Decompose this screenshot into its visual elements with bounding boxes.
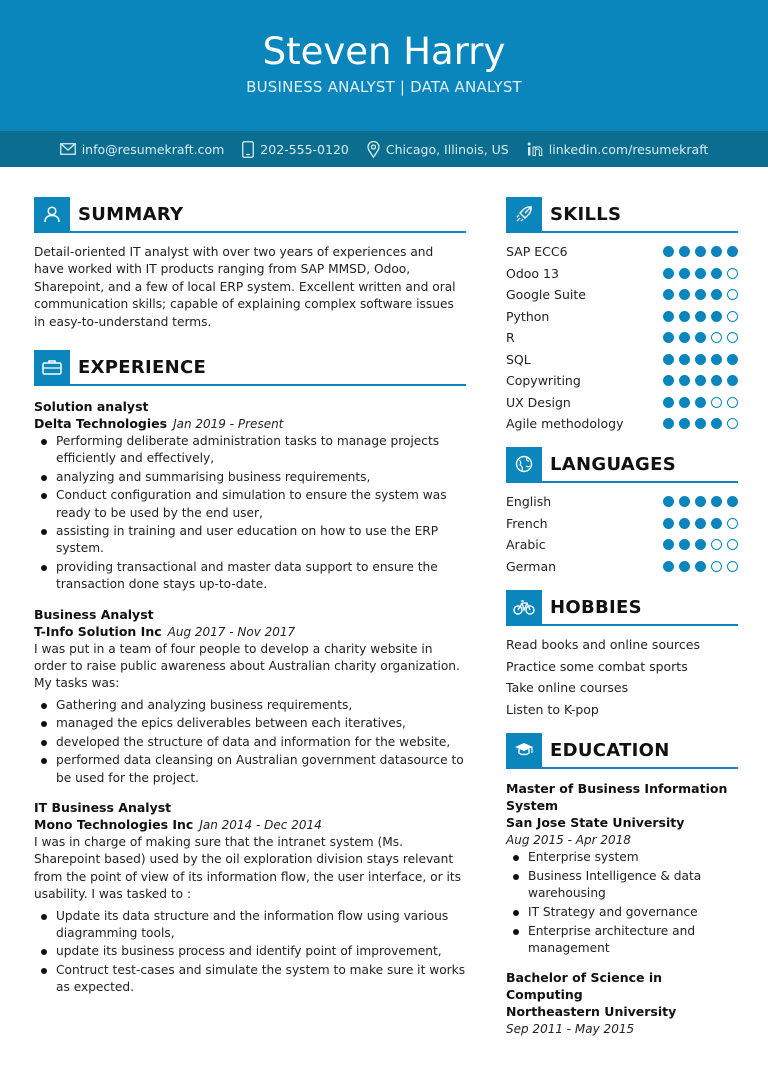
rating-label: Copywriting bbox=[506, 373, 581, 389]
summary-text: Detail-oriented IT analyst with over two years of experiences and have worked with IT products ranging from SAP MMSD, Odoo, Sharepoint, and a few of local ERP system. Excellent written and oral communication skills; capable of explaining complex software issues in easy-to-understand terms. bbox=[34, 245, 456, 329]
job-bullets bbox=[34, 908, 466, 997]
rating-dot-filled bbox=[711, 496, 722, 507]
contact-bar bbox=[0, 131, 768, 167]
rating-dot-filled bbox=[695, 268, 706, 279]
rating-dot-filled bbox=[695, 397, 706, 408]
education-bullets bbox=[506, 849, 738, 957]
rating-row bbox=[506, 370, 738, 392]
job-role: Business Analyst bbox=[34, 606, 154, 622]
list-item: assisting in training and user education on how to use the ERP system. bbox=[34, 523, 466, 558]
list-item: analyzing and summarising business requirements, bbox=[34, 469, 466, 486]
list-item: update its business process and identify point of improvement, bbox=[34, 943, 466, 960]
list-item: Business Intelligence & data warehousing bbox=[506, 868, 738, 902]
rating-label: Odoo 13 bbox=[506, 265, 559, 281]
location-icon bbox=[367, 141, 380, 158]
experience-title: EXPERIENCE bbox=[78, 356, 207, 378]
rating-dot-filled bbox=[711, 246, 722, 257]
job-bullets bbox=[34, 433, 466, 594]
education-degree: Bachelor of Science in Computing bbox=[506, 970, 663, 1002]
rating-dots bbox=[663, 246, 738, 257]
job-company: Mono Technologies Inc bbox=[34, 816, 194, 832]
rating-dot-filled bbox=[695, 354, 706, 365]
rating-dot-filled bbox=[711, 354, 722, 365]
job-company: T-Info Solution Inc bbox=[34, 623, 162, 639]
list-item: Update its data structure and the information flow using various diagramming tools, bbox=[34, 908, 466, 943]
rating-dot-filled bbox=[695, 332, 706, 343]
rating-dot-empty bbox=[711, 397, 722, 408]
rating-dots bbox=[663, 289, 738, 300]
rating-row bbox=[506, 413, 738, 435]
job-role: Solution analyst bbox=[34, 399, 149, 414]
rating-label: French bbox=[506, 515, 548, 531]
rating-dot-empty bbox=[727, 418, 738, 429]
rating-dots bbox=[663, 418, 738, 429]
job-role: IT Business Analyst bbox=[34, 799, 172, 815]
rating-dot-filled bbox=[727, 375, 738, 386]
skills-list bbox=[506, 241, 738, 435]
briefcase-icon bbox=[34, 350, 70, 384]
hobby-item: Take online courses bbox=[506, 680, 629, 695]
job-bullets bbox=[34, 697, 466, 787]
rating-label: Agile methodology bbox=[506, 416, 624, 432]
rating-label: German bbox=[506, 558, 557, 574]
rating-dot-filled bbox=[663, 397, 674, 408]
languages-title: LANGUAGES bbox=[550, 453, 676, 475]
list-item: providing transactional and master data support to ensure the transaction done stays up-to-date. bbox=[34, 559, 466, 594]
rating-dot-filled bbox=[663, 246, 674, 257]
rating-dot-filled bbox=[711, 268, 722, 279]
education-degree: Master of Business Information System bbox=[506, 781, 728, 813]
rating-dot-filled bbox=[663, 418, 674, 429]
rating-dot-filled bbox=[663, 332, 674, 343]
rating-dots bbox=[663, 311, 738, 322]
rating-dot-filled bbox=[679, 332, 690, 343]
list-item: Conduct configuration and simulation to ensure the system was ready to be used by the end user, bbox=[34, 487, 466, 522]
person-icon bbox=[34, 197, 70, 231]
summary-section-header bbox=[34, 197, 466, 233]
contact-email[interactable] bbox=[60, 142, 225, 157]
rating-dot-empty bbox=[711, 539, 722, 550]
education-list bbox=[506, 780, 738, 1038]
job-company: Delta Technologies bbox=[34, 416, 168, 431]
email-icon bbox=[60, 143, 76, 155]
hobbies-title: HOBBIES bbox=[550, 596, 642, 618]
bicycle-icon bbox=[506, 590, 542, 624]
rating-row bbox=[506, 327, 738, 349]
rating-row bbox=[506, 263, 738, 285]
list-item: performed data cleansing on Australian government datasource to be used for the project. bbox=[34, 752, 466, 787]
hobby-item: Read books and online sources bbox=[506, 637, 700, 652]
list-item: Enterprise architecture and management bbox=[506, 923, 738, 957]
rating-row bbox=[506, 349, 738, 371]
rating-dot-filled bbox=[663, 354, 674, 365]
rating-dot-filled bbox=[679, 397, 690, 408]
rating-dot-filled bbox=[727, 354, 738, 365]
rating-dot-filled bbox=[695, 418, 706, 429]
rating-row bbox=[506, 534, 738, 556]
job-dates: Aug 2017 - Nov 2017 bbox=[167, 624, 296, 639]
rating-dot-filled bbox=[711, 375, 722, 386]
list-item: managed the epics deliverables between each iteratives, bbox=[34, 715, 466, 732]
rating-dot-filled bbox=[663, 311, 674, 322]
rating-dot-empty bbox=[727, 539, 738, 550]
rating-row bbox=[506, 556, 738, 578]
rating-dot-filled bbox=[663, 289, 674, 300]
rating-dot-filled bbox=[679, 518, 690, 529]
rating-label: R bbox=[506, 330, 515, 346]
contact-location bbox=[367, 141, 509, 158]
rating-label: English bbox=[506, 494, 552, 510]
education-entry bbox=[506, 780, 738, 957]
rating-label: Arabic bbox=[506, 537, 546, 553]
list-item: developed the structure of data and information for the website, bbox=[34, 734, 466, 751]
list-item: Gathering and analyzing business requirements, bbox=[34, 697, 466, 714]
job-company-line bbox=[34, 816, 466, 834]
education-dates: Aug 2015 - Apr 2018 bbox=[506, 833, 631, 847]
rating-label: Python bbox=[506, 308, 550, 324]
rating-dot-filled bbox=[663, 496, 674, 507]
list-item: Contruct test-cases and simulate the system to make sure it works as expected. bbox=[34, 962, 466, 997]
education-entry bbox=[506, 969, 738, 1038]
rating-row bbox=[506, 392, 738, 414]
list-item: Enterprise system bbox=[506, 849, 738, 866]
rating-dots bbox=[663, 375, 738, 386]
rating-dot-empty bbox=[727, 268, 738, 279]
rating-dot-filled bbox=[679, 311, 690, 322]
rating-dot-filled bbox=[679, 354, 690, 365]
rating-dot-filled bbox=[695, 246, 706, 257]
rating-dot-filled bbox=[727, 246, 738, 257]
rating-dot-filled bbox=[695, 539, 706, 550]
rating-dot-empty bbox=[727, 289, 738, 300]
rating-dot-filled bbox=[679, 268, 690, 279]
rating-dot-filled bbox=[663, 268, 674, 279]
job-description: I was in charge of making sure that the intranet system (Ms. Sharepoint based) used by the oil exploration division stays relevant from the point of view of its information flow, the user interface, or its usability. I was tasked to : bbox=[34, 834, 461, 902]
skills-title: SKILLS bbox=[550, 203, 622, 225]
education-school: Northeastern University bbox=[506, 1004, 677, 1019]
rating-dot-filled bbox=[679, 418, 690, 429]
job-description: I was put in a team of four people to develop a charity website in order to raise public awareness about Australian charity organization. My tasks was: bbox=[34, 641, 460, 691]
rating-label: Google Suite bbox=[506, 287, 586, 303]
rating-dots bbox=[663, 518, 738, 529]
rating-dot-filled bbox=[695, 289, 706, 300]
rating-dot-filled bbox=[663, 518, 674, 529]
resume-header bbox=[0, 0, 768, 131]
phone-icon bbox=[242, 141, 254, 158]
rating-row bbox=[506, 241, 738, 263]
rating-dot-empty bbox=[727, 311, 738, 322]
rating-dot-filled bbox=[679, 246, 690, 257]
rating-dots bbox=[663, 354, 738, 365]
rating-dot-filled bbox=[679, 375, 690, 386]
rating-dots bbox=[663, 561, 738, 572]
education-dates: Sep 2011 - May 2015 bbox=[506, 1022, 635, 1036]
rating-dot-filled bbox=[727, 496, 738, 507]
rating-dot-empty bbox=[711, 332, 722, 343]
rating-label: UX Design bbox=[506, 394, 571, 410]
rating-dots bbox=[663, 268, 738, 279]
contact-location-text: Chicago, Illinois, US bbox=[385, 141, 509, 157]
experience-section-header bbox=[34, 350, 466, 386]
job-entry bbox=[34, 398, 466, 594]
summary-title: SUMMARY bbox=[78, 203, 184, 225]
list-item: IT Strategy and governance bbox=[506, 904, 738, 921]
skills-section-header bbox=[506, 197, 738, 233]
rating-dot-filled bbox=[663, 561, 674, 572]
contact-phone[interactable] bbox=[242, 141, 349, 158]
rating-row bbox=[506, 491, 738, 513]
education-section-header bbox=[506, 733, 738, 769]
rating-dot-empty bbox=[711, 561, 722, 572]
hobbies-list bbox=[506, 634, 738, 720]
rating-dot-empty bbox=[727, 332, 738, 343]
rating-dot-filled bbox=[695, 375, 706, 386]
rating-dot-filled bbox=[711, 518, 722, 529]
rating-dots bbox=[663, 397, 738, 408]
rating-row bbox=[506, 513, 738, 535]
rating-dot-filled bbox=[711, 289, 722, 300]
candidate-name: Steven Harry bbox=[262, 30, 506, 73]
hobby-item: Listen to K-pop bbox=[506, 701, 599, 717]
hobby-item: Practice some combat sports bbox=[506, 658, 688, 674]
rating-dot-filled bbox=[695, 496, 706, 507]
rating-dot-filled bbox=[695, 518, 706, 529]
job-dates: Jan 2014 - Dec 2014 bbox=[199, 817, 322, 832]
education-title: EDUCATION bbox=[550, 739, 670, 761]
rating-dot-empty bbox=[727, 561, 738, 572]
contact-linkedin[interactable] bbox=[527, 142, 709, 157]
languages-list bbox=[506, 491, 738, 577]
rating-dot-filled bbox=[679, 561, 690, 572]
job-entry bbox=[34, 799, 466, 997]
rating-dot-empty bbox=[727, 397, 738, 408]
rating-dots bbox=[663, 496, 738, 507]
rating-dot-filled bbox=[679, 496, 690, 507]
hobbies-section-header bbox=[506, 590, 738, 626]
job-company-line bbox=[34, 415, 466, 433]
rating-dot-filled bbox=[695, 311, 706, 322]
rating-label: SQL bbox=[506, 351, 531, 367]
rating-dot-filled bbox=[695, 561, 706, 572]
experience-list bbox=[34, 398, 466, 998]
rating-dot-filled bbox=[663, 375, 674, 386]
rating-dot-filled bbox=[711, 311, 722, 322]
contact-phone-text: 202-555-0120 bbox=[260, 141, 349, 157]
rating-row bbox=[506, 284, 738, 306]
rating-label: SAP ECC6 bbox=[506, 244, 568, 260]
rating-dot-filled bbox=[679, 539, 690, 550]
graduation-cap-icon bbox=[506, 733, 542, 767]
rating-dot-filled bbox=[663, 539, 674, 550]
job-entry bbox=[34, 606, 466, 787]
rating-dots bbox=[663, 539, 738, 550]
rating-dot-empty bbox=[727, 518, 738, 529]
rating-dot-filled bbox=[679, 289, 690, 300]
education-school: San Jose State University bbox=[506, 815, 685, 830]
list-item: Performing deliberate administration tasks to manage projects efficiently and effectively, bbox=[34, 433, 466, 468]
contact-linkedin-text: linkedin.com/resumekraft bbox=[548, 141, 709, 157]
rating-dot-filled bbox=[711, 418, 722, 429]
rocket-icon bbox=[506, 197, 542, 231]
job-dates: Jan 2019 - Present bbox=[173, 417, 284, 431]
rating-row bbox=[506, 306, 738, 328]
contact-email-text: info@resumekraft.com bbox=[81, 141, 225, 157]
rating-dots bbox=[663, 332, 738, 343]
globe-icon bbox=[506, 447, 542, 481]
linkedin-icon bbox=[527, 142, 543, 156]
languages-section-header bbox=[506, 447, 738, 483]
job-company-line bbox=[34, 623, 466, 641]
candidate-title: BUSINESS ANALYST | DATA ANALYST bbox=[246, 78, 522, 96]
